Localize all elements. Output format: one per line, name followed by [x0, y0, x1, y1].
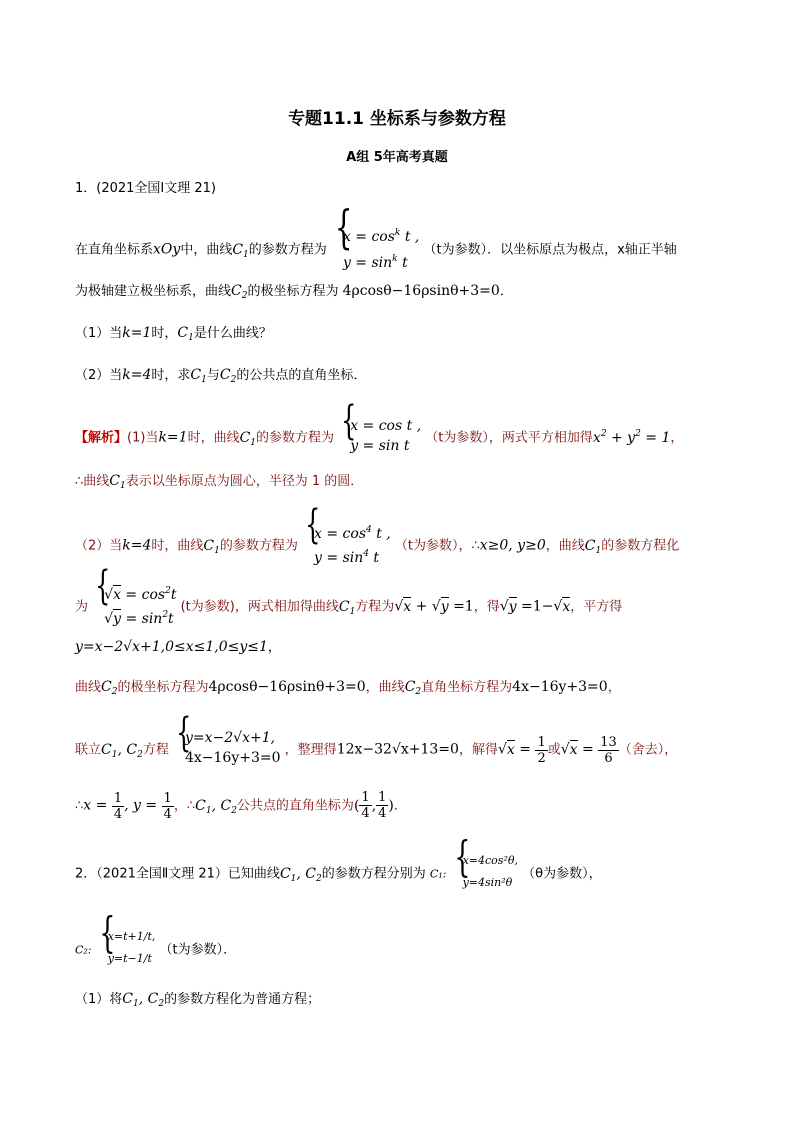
sol5-b: 的极坐标方程为: [117, 680, 209, 695]
sol7-end: ．: [393, 798, 407, 814]
sol1-line2-a: ∴曲线: [75, 474, 110, 489]
sol6-c: ，整理得: [284, 742, 337, 758]
sol2-line: [75, 522, 679, 570]
sol5-d: 直角坐标方程为: [421, 680, 513, 695]
sol6-sys-row2: 4x−16y+3=0: [184, 750, 281, 766]
q2-note2: （t为参数）．: [159, 942, 237, 958]
pt-x-den: 4: [361, 806, 370, 821]
sol2-cond: x≥0, y≥0: [479, 537, 546, 554]
q2-c2-row1: { x=t+1/t,: [107, 930, 156, 943]
frac-x-num: 1: [113, 790, 123, 806]
sol6-root2: √x =: [560, 741, 599, 758]
sol3-b: (t为参数)，两式相加得曲线: [180, 599, 339, 615]
q2-part1-b: 的参数方程化为普通方程；: [164, 992, 321, 1007]
frac-x-den: 4: [113, 806, 123, 822]
sol6-a: 联立: [75, 742, 102, 758]
sol1-sys-row2: y = sin t: [350, 438, 410, 454]
q1-part2-c2: $C_2$: [219, 367, 237, 385]
q2-c2-system: [96, 926, 156, 970]
sol3-eq2: √y: [499, 598, 517, 615]
sol5-a: 曲线: [75, 680, 102, 695]
q1-k4: k=4: [122, 367, 152, 383]
sol2-a: （2）当: [75, 538, 123, 554]
sol5-end: ，: [607, 680, 621, 695]
sol5-c2: $C_2$: [101, 679, 118, 697]
sol2-f: 的参数方程化: [601, 538, 680, 554]
q1-part1-b: 时，: [151, 326, 178, 341]
sol3-c1: $C_1$: [338, 598, 356, 617]
sol3-eq1: √x + √y: [394, 598, 449, 615]
sol7-a: ∴: [75, 798, 84, 814]
sol7-point: ( $\frac{1}{4}$ , $\frac{1}{4}$ ): [353, 790, 394, 821]
sol1-c1: $C_1$: [239, 429, 257, 448]
sol2-k4: k=4: [122, 537, 152, 554]
sol6-system: [173, 728, 281, 768]
sol4-end: ，: [267, 640, 281, 655]
q2-c2-label: C₂:: [75, 943, 92, 957]
q2-c1c2: $C_1$, $C_2$: [279, 865, 322, 884]
frac-136-num: 13: [600, 734, 617, 750]
q1-part2: [75, 366, 366, 389]
q1-part2-c1: $C_1$: [190, 367, 207, 385]
q1-stem-c: 的参数方程为: [248, 242, 327, 258]
q2-c2-row2: y=t−1/t: [107, 952, 152, 965]
q2-part1-c1c2: $C_1$, $C_2$: [122, 991, 165, 1009]
page-title: 专题11.1 坐标系与参数方程: [288, 109, 506, 129]
sol2-sys-row2: $y = \sin^4 t$: [314, 549, 380, 566]
sol5-polar: 4ρcosθ−16ρsinθ+3=0: [208, 679, 366, 695]
sol5-line: [75, 678, 621, 701]
q1-stem-b: 中，曲线: [180, 242, 233, 258]
sol1-c: 的参数方程为: [256, 430, 335, 446]
sol3-d: ，得: [473, 599, 500, 615]
sol1-b: 时，曲线: [187, 430, 240, 446]
sol7-x: x =: [83, 797, 112, 814]
q1-part2-c: 与: [206, 368, 220, 383]
sol6-frac-half: [535, 735, 547, 766]
sol1-sys-row1: { x = cos t ,: [350, 418, 422, 434]
sol6-c1c2: $C_1$, $C_2$: [101, 741, 143, 760]
sol1-line2-c1: $C_1$: [109, 473, 126, 491]
sol3-line: [75, 583, 622, 631]
solution-tag: 【解析】: [75, 430, 128, 446]
q2-note1: （θ为参数），: [522, 866, 602, 882]
q1-part1-c: 是什么曲线？: [193, 326, 272, 341]
q1-polar-eq: 4ρcosθ−16ρsinθ+3=0: [342, 283, 500, 299]
q1-c1: $C_1$: [232, 241, 249, 260]
sol5-eq: 4x−16y+3=0: [512, 679, 608, 695]
q1-part2-d: 的公共点的直角坐标．: [236, 368, 367, 383]
sol5-c2b: $C_2$: [404, 679, 422, 697]
q1-stem-e: 的极坐标方程为: [247, 284, 339, 299]
q1-k1: k=1: [122, 325, 152, 341]
sol2-c1: $C_1$: [203, 537, 220, 556]
sol6-e: （舍去），: [618, 742, 678, 758]
sol2-c: 的参数方程为: [219, 538, 298, 554]
q1-number: 1．(2021全国Ⅰ文理 21): [75, 181, 217, 196]
q1-param-system: [331, 222, 419, 274]
sol2-e: ，曲线: [545, 538, 585, 554]
q1-param-note: （t为参数）．以坐标原点为极点，x轴正半轴: [423, 242, 677, 258]
sol7-c: 公共点的直角坐标为: [236, 798, 354, 814]
sol1-k1: k=1: [158, 429, 188, 446]
sol6-sys-row1: { y=x−2√x+1,: [184, 730, 276, 746]
sol3-eq1-rhs: =1: [453, 598, 474, 615]
q2-c1-system: [451, 850, 518, 894]
frac-136-den: 6: [604, 750, 613, 766]
sol1-line2: [75, 472, 363, 495]
sol1-system: [338, 416, 421, 456]
q1-sys-row2: $y = \sin^k t$: [342, 254, 408, 271]
q1-c2: $C_2$: [231, 283, 248, 301]
frac-y-den: 4: [163, 806, 172, 822]
sol4-eq: y=x−2√x+1,0≤x≤1,0≤y≤1: [75, 639, 268, 655]
sol7-frac-x: [112, 791, 124, 822]
q2-line2: [75, 928, 236, 972]
q1-part1-c1: $C_1$: [177, 325, 194, 343]
sol6-root1: √x =: [497, 741, 536, 758]
pt-y-den: 4: [378, 806, 387, 821]
q1-part1: [75, 324, 272, 347]
q2-stem-b: 的参数方程分别为: [321, 866, 426, 882]
sol3-eq2-sqrtx: √x: [553, 598, 571, 615]
frac-half-num: 1: [537, 734, 546, 750]
sol5-c: ，曲线: [365, 680, 405, 695]
sol3-sys-row2: $√y = \sin^2t$: [104, 610, 174, 627]
sol2-d: （t为参数），∴: [394, 538, 480, 554]
sol2-system: [302, 520, 391, 568]
q1-part1-a: （1）当: [75, 326, 123, 341]
sol1-d: （t为参数），两式平方相加得: [425, 430, 593, 446]
q1-stem-line2: 为极轴建立极坐标系，曲线$C_2$的极坐标方程为 4ρcosθ−16ρsinθ+3=0．: [75, 283, 513, 301]
q1-stem-line1: [75, 224, 677, 276]
q2-part1: [75, 990, 320, 1013]
sol3-sys-row1: { $√x = \cos^2t$: [104, 586, 177, 603]
sol3-c: 方程为: [355, 599, 395, 615]
sol3-eq2-rhs: =1−: [521, 598, 554, 615]
sol7-y: , y =: [124, 797, 162, 814]
q2-number: 2．（2021全国Ⅱ文理 21）已知曲线: [75, 866, 280, 882]
frac-y-num: 1: [163, 790, 172, 806]
q2-c1-row1: { x=4cos²θ,: [462, 854, 518, 867]
sol6-b: 方程: [142, 742, 169, 758]
sol7-b: ，∴: [173, 798, 196, 814]
q2-line1: [75, 852, 602, 896]
pt-x-num: 1: [361, 790, 370, 805]
sol3-e: ，平方得: [570, 599, 623, 615]
q2-c1-row2: y=4sin²θ: [462, 876, 513, 889]
sol7-c1c2: $C_1$, $C_2$: [195, 797, 237, 816]
sol1-end: ，: [670, 430, 684, 446]
sol1-a: (1)当: [127, 430, 159, 446]
sol6-line: [75, 730, 677, 770]
q1-stem-d: 为极轴建立极坐标系，曲线: [75, 284, 232, 299]
sol2-b: 时，曲线: [151, 538, 204, 554]
sol4-line: [75, 638, 281, 657]
sol3-a: 为: [75, 599, 89, 615]
sol3-system: [92, 581, 176, 629]
sol6-d: ，解得: [458, 742, 498, 758]
sol2-c1b: $C_1$: [584, 537, 602, 556]
q1-part2-b: 时，求: [151, 368, 191, 383]
sol1-eq: $x^2 + y^2 = 1$: [592, 428, 671, 446]
q1-sys-row1: { $x = \cos^k t$ ,: [342, 228, 420, 245]
q2-c1-label: C₁:: [429, 867, 447, 881]
sol2-sys-row1: { $x = \cos^4 t$ ,: [314, 525, 391, 542]
q1-part2-a: （2）当: [75, 368, 123, 383]
sol7-line: [75, 790, 407, 822]
q1-xoy: xOy: [153, 241, 181, 258]
sol1-line1: [75, 418, 683, 458]
q1-stem-a: 在直角坐标系: [75, 242, 154, 258]
sol7-frac-y: [162, 791, 174, 822]
sol1-line2-b: 表示以坐标原点为圆心，半径为 1 的圆．: [125, 474, 364, 489]
q2-part1-a: （1）将: [75, 992, 123, 1007]
section-subtitle: A组 5年高考真题: [346, 150, 448, 165]
sol6-or: 或: [547, 742, 561, 758]
sol6-eq: 12x−32√x+13=0: [336, 741, 459, 758]
frac-half-den: 2: [537, 750, 546, 766]
pt-y-num: 1: [378, 790, 387, 805]
sol6-frac-136: [598, 735, 619, 766]
